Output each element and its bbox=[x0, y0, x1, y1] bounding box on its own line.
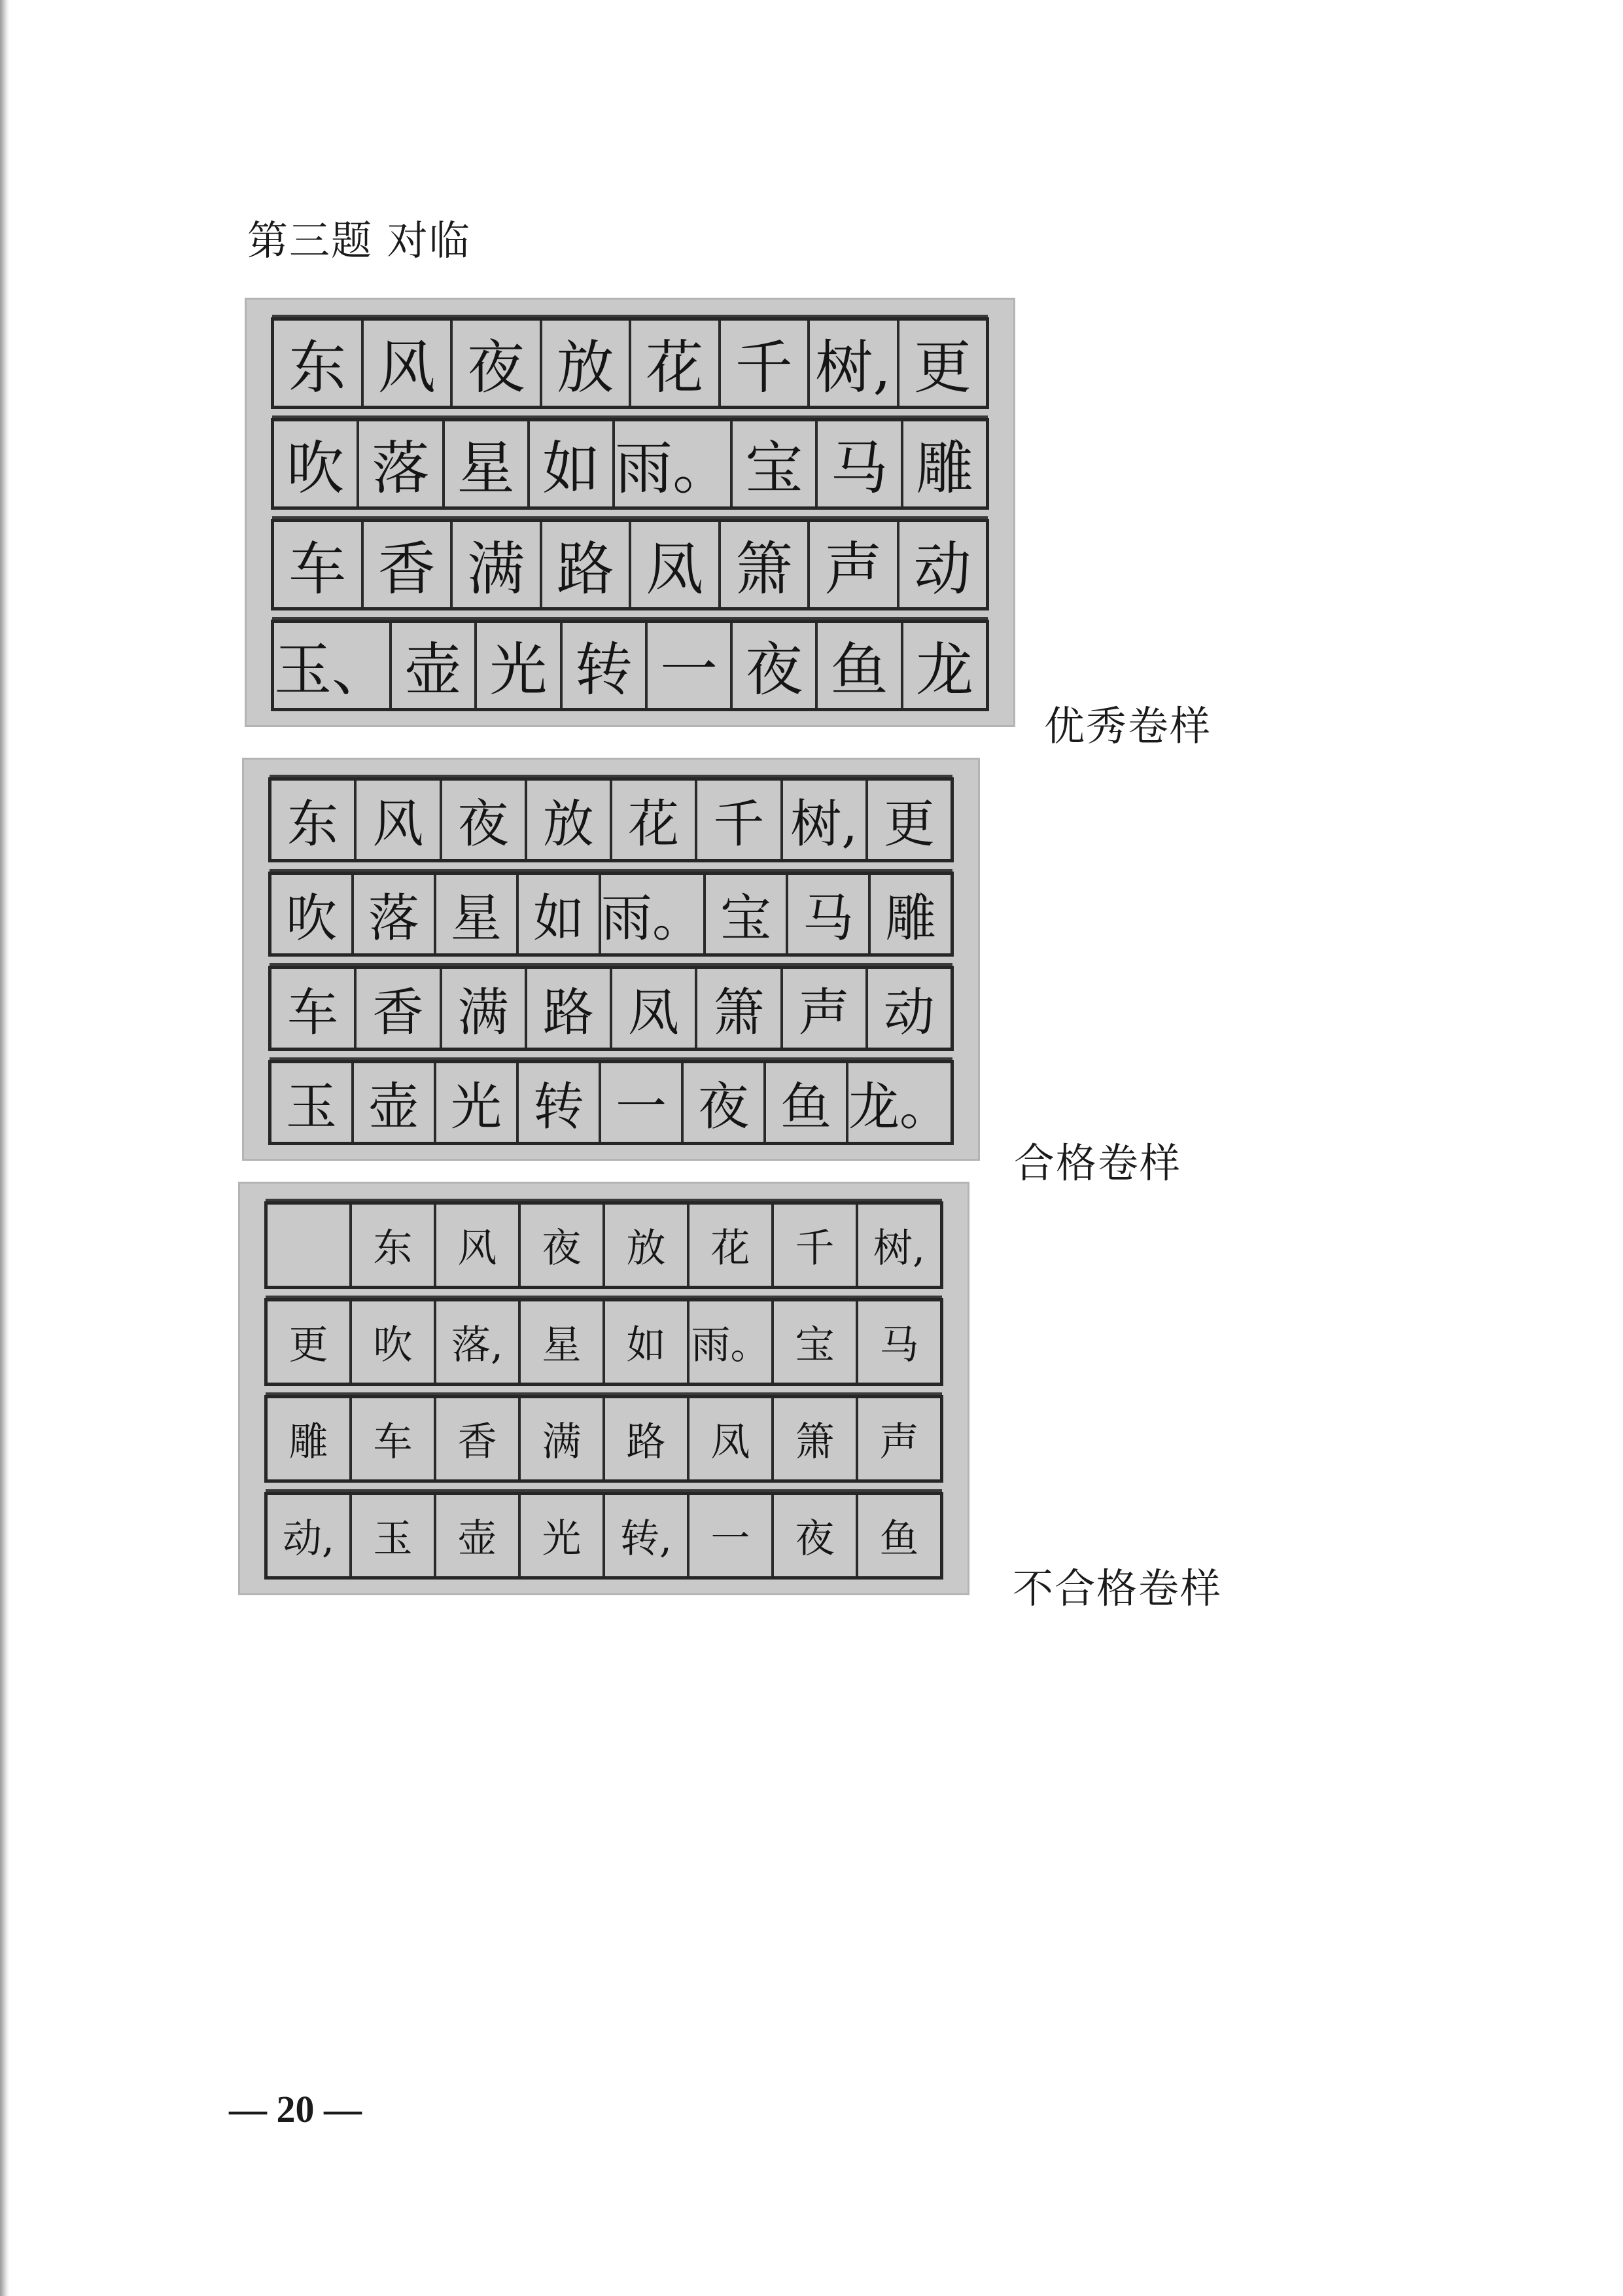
grid-row bbox=[268, 777, 954, 862]
grid-cell bbox=[268, 1205, 352, 1286]
grid-cell: 雨。 bbox=[615, 421, 733, 506]
grid-cell: 花 bbox=[612, 781, 697, 859]
page-number: — 20 — bbox=[229, 2088, 362, 2130]
grid-cell: 箫 bbox=[721, 522, 811, 607]
passing-sample-grid bbox=[242, 758, 980, 1161]
grid-cell: 满 bbox=[453, 522, 542, 607]
grid-cell: 满 bbox=[521, 1398, 605, 1479]
grid-cell: 千 bbox=[697, 781, 782, 859]
grid-cell: 落 bbox=[354, 875, 436, 953]
grid-cell: 鱼 bbox=[818, 623, 903, 708]
grid-cell: 路 bbox=[605, 1398, 689, 1479]
grid-cell: 东 bbox=[274, 321, 364, 406]
grid-row bbox=[271, 519, 989, 610]
grid-cell: 壶 bbox=[392, 623, 477, 708]
grid-cell: 吹 bbox=[274, 421, 359, 506]
grid-cell: 夜 bbox=[774, 1495, 858, 1576]
grid-cell: 夜 bbox=[684, 1063, 766, 1142]
grid-cell: 光 bbox=[436, 1063, 519, 1142]
grid-cell: 声 bbox=[810, 522, 899, 607]
grid-cell: 风 bbox=[364, 321, 453, 406]
excellent-sample-label: 优秀卷样 bbox=[1044, 702, 1212, 750]
grid-cell: 千 bbox=[721, 321, 811, 406]
grid-cell: 雕 bbox=[885, 889, 937, 948]
grid-cell: 东 bbox=[271, 781, 357, 859]
grid-cell: 更 bbox=[268, 1301, 352, 1383]
grid-cell: 风 bbox=[357, 781, 442, 859]
grid-cell: 路 bbox=[527, 969, 612, 1048]
grid-cell: 马 bbox=[818, 421, 903, 506]
grid-cell: 雨。 bbox=[689, 1301, 774, 1383]
grid-cell: 夜 bbox=[453, 321, 542, 406]
grid-cell: 鱼 bbox=[879, 1516, 919, 1562]
grid-cell: 凤 bbox=[631, 522, 721, 607]
grid-cell: 玉 bbox=[352, 1495, 436, 1576]
failing-sample-grid bbox=[238, 1182, 969, 1595]
grid-row bbox=[271, 418, 989, 510]
grid-row bbox=[264, 1492, 943, 1580]
grid-cell: 箫 bbox=[697, 969, 782, 1048]
grid-cell: 放 bbox=[542, 321, 632, 406]
grid-cell: 夜 bbox=[733, 623, 818, 708]
question-heading: 第三题 对临 bbox=[247, 217, 471, 264]
grid-cell: 雕 bbox=[268, 1398, 352, 1479]
grid-cell: 宝 bbox=[733, 421, 818, 506]
grid-cell: 满 bbox=[442, 969, 527, 1048]
grid-cell: 箫 bbox=[774, 1398, 858, 1479]
grid-cell: 声 bbox=[879, 1419, 919, 1465]
excellent-sample-grid bbox=[245, 298, 1015, 727]
grid-cell: 放 bbox=[527, 781, 612, 859]
grid-cell: 车 bbox=[352, 1398, 436, 1479]
grid-cell: 如 bbox=[530, 421, 615, 506]
grid-cell: 路 bbox=[542, 522, 632, 607]
grid-cell: 一 bbox=[689, 1495, 774, 1576]
grid-cell: 如 bbox=[605, 1301, 689, 1383]
grid-cell: 更 bbox=[913, 334, 971, 401]
grid-cell: 花 bbox=[689, 1205, 774, 1286]
grid-cell: 星 bbox=[436, 875, 519, 953]
grid-cell: 鱼 bbox=[766, 1063, 848, 1142]
grid-cell: 马 bbox=[788, 875, 871, 953]
grid-cell: 龙 bbox=[915, 636, 973, 703]
grid-cell: 放 bbox=[605, 1205, 689, 1286]
grid-cell: 壶 bbox=[354, 1063, 436, 1142]
grid-cell: 香 bbox=[436, 1398, 521, 1479]
grid-cell: 雕 bbox=[915, 434, 973, 502]
grid-cell: 马 bbox=[879, 1322, 919, 1368]
scan-page-edge bbox=[0, 0, 9, 2296]
grid-row bbox=[271, 620, 989, 711]
grid-cell: 动 bbox=[883, 983, 935, 1042]
grid-cell: 香 bbox=[364, 522, 453, 607]
grid-cell: 转 bbox=[519, 1063, 601, 1142]
grid-cell: 声 bbox=[783, 969, 868, 1048]
grid-cell: 吹 bbox=[352, 1301, 436, 1383]
grid-cell: 星 bbox=[521, 1301, 605, 1383]
grid-cell: 树, bbox=[810, 321, 899, 406]
grid-cell: 光 bbox=[521, 1495, 605, 1576]
grid-cell: 光 bbox=[477, 623, 562, 708]
grid-row bbox=[268, 966, 954, 1051]
grid-row bbox=[268, 872, 954, 957]
grid-cell: 星 bbox=[445, 421, 530, 506]
grid-cell: 树, bbox=[783, 781, 868, 859]
grid-cell: 一 bbox=[601, 1063, 684, 1142]
grid-cell: 落, bbox=[436, 1301, 521, 1383]
grid-row bbox=[271, 317, 989, 409]
grid-cell: 香 bbox=[357, 969, 442, 1048]
grid-cell: 落 bbox=[359, 421, 444, 506]
grid-cell: 玉 bbox=[271, 1063, 354, 1142]
grid-cell: 宝 bbox=[774, 1301, 858, 1383]
grid-row bbox=[264, 1395, 943, 1483]
grid-cell: 转, bbox=[605, 1495, 689, 1576]
grid-cell: 如 bbox=[519, 875, 601, 953]
grid-cell: 树, bbox=[873, 1226, 926, 1271]
grid-row bbox=[268, 1060, 954, 1145]
grid-cell: 吹 bbox=[271, 875, 354, 953]
grid-cell: 雨。 bbox=[601, 875, 706, 953]
grid-cell: 龙。 bbox=[848, 1078, 951, 1137]
grid-cell: 夜 bbox=[521, 1205, 605, 1286]
grid-cell: 宝 bbox=[706, 875, 788, 953]
grid-cell: 玉、 bbox=[274, 623, 392, 708]
grid-cell: 东 bbox=[352, 1205, 436, 1286]
grid-row bbox=[264, 1201, 943, 1289]
grid-cell: 车 bbox=[274, 522, 364, 607]
grid-cell: 千 bbox=[774, 1205, 858, 1286]
grid-cell: 动 bbox=[913, 535, 971, 603]
grid-cell: 动, bbox=[268, 1495, 352, 1576]
passing-sample-label: 合格卷样 bbox=[1014, 1139, 1182, 1187]
grid-cell: 壶 bbox=[436, 1495, 521, 1576]
grid-cell: 花 bbox=[631, 321, 721, 406]
grid-cell: 车 bbox=[271, 969, 357, 1048]
grid-cell: 风 bbox=[436, 1205, 521, 1286]
grid-cell: 夜 bbox=[442, 781, 527, 859]
grid-cell: 一 bbox=[648, 623, 733, 708]
grid-cell: 转 bbox=[563, 623, 648, 708]
grid-cell: 更 bbox=[883, 795, 935, 854]
failing-sample-label: 不合格卷样 bbox=[1013, 1564, 1223, 1612]
grid-cell: 凤 bbox=[689, 1398, 774, 1479]
grid-row bbox=[264, 1298, 943, 1386]
grid-cell: 凤 bbox=[612, 969, 697, 1048]
